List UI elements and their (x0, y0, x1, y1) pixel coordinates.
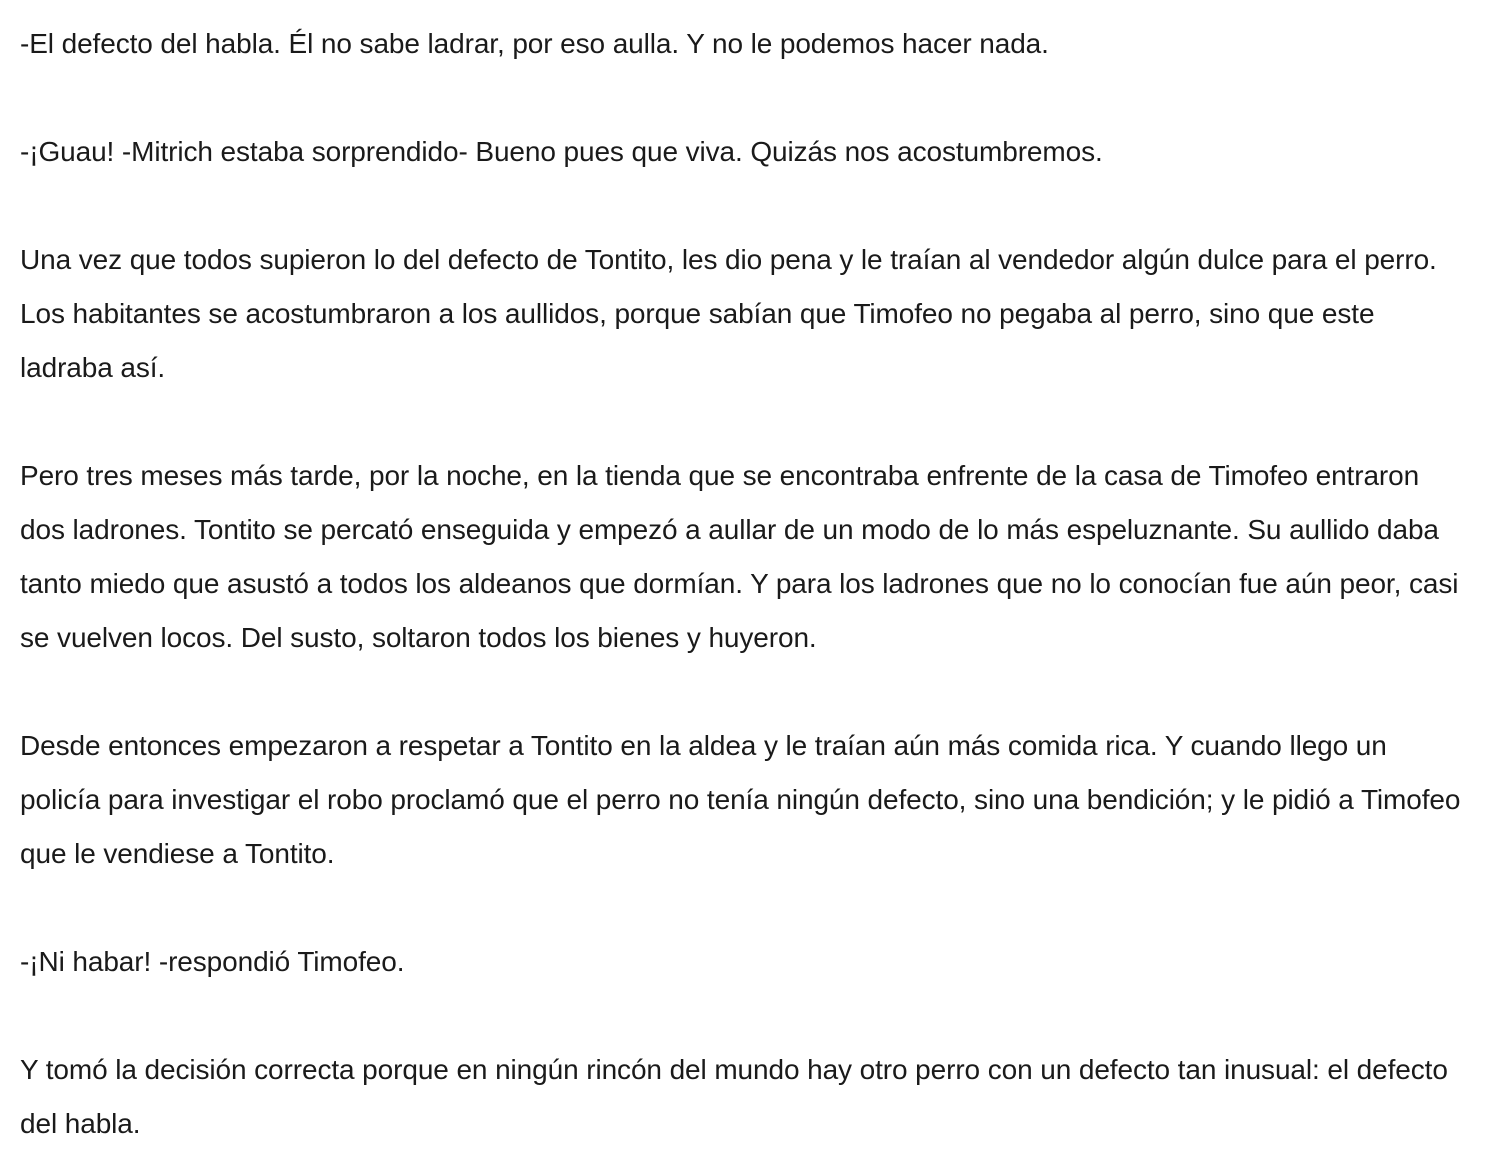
paragraph-conclusion: Y tomó la decisión correcta porque en ningún rincón del mundo hay otro perro con un defecto tan inusual: el defecto del habla. (20, 1054, 1448, 1139)
paragraph-thieves: Pero tres meses más tarde, por la noche, en la tienda que se encontraba enfrente de la casa de Timofeo entraron dos ladrones. Tontito se percató enseguida y empezó a aullar de un modo de lo más espeluznante. Su aullido daba tanto miedo que asustó a todos los aldeanos que dormían. Y para los ladrones que no lo conocían fue aún peor, casi se vuelven locos. Del susto, soltaron todos los bienes y huyeron. (20, 460, 1459, 653)
paragraph-villagers-pity: Una vez que todos supieron lo del defecto de Tontito, les dio pena y le traían al vendedor algún dulce para el perro. Los habitantes se acostumbraron a los aullidos, porque sabían que Timofeo no pegaba al perro, sino que este ladraba así. (20, 244, 1437, 383)
paragraph-mitrich-surprised: -¡Guau! -Mitrich estaba sorprendido- Bueno pues que viva. Quizás nos acostumbremos. (20, 136, 1103, 167)
paragraph-timofeo-refuses: -¡Ni habar! -respondió Timofeo. (20, 946, 405, 977)
paragraph-respect: Desde entonces empezaron a respetar a Tontito en la aldea y le traían aún más comida rica. Y cuando llego un policía para investigar el robo proclamó que el perro no tenía ningún defecto, sino una bendición; y le pidió a Timofeo que le vendiese a Tontito. (20, 730, 1461, 869)
paragraph-speech-defect: -El defecto del habla. Él no sabe ladrar, por eso aulla. Y no le podemos hacer nada. (20, 28, 1049, 59)
